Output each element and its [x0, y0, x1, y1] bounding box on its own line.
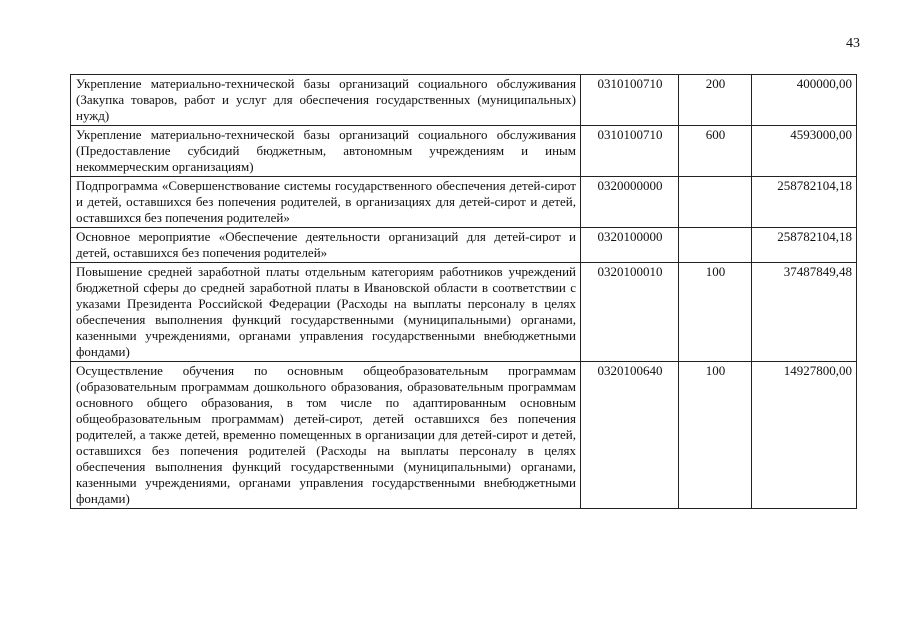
row-target-code: 0320000000 — [581, 177, 679, 228]
row-target-code: 0310100710 — [581, 126, 679, 177]
row-amount: 258782104,18 — [752, 177, 857, 228]
row-target-code: 0320100000 — [581, 228, 679, 263]
table-row — [71, 263, 857, 362]
row-target-code: 0320100640 — [581, 362, 679, 509]
row-description: Подпрограмма «Совершенствование системы государственного обеспечения детей-сирот и детей, оставшихся без попечения родителей, в организациях для детей-сирот и детей, оставшихся без попечения родителей» — [71, 177, 581, 228]
page-number: 43 — [846, 36, 860, 51]
row-target-code: 0310100710 — [581, 75, 679, 126]
row-description: Осуществление обучения по основным общеобразовательным программам (образовательным программам дошкольного образования, образовательным программам основного общего образования, в том числе по адаптированным основным общеобразовательным программам) детей-сирот, детей оставшихся без попечения родителей, а также детей, временно помещенных в организации для детей-сирот и детей, оставшихся без попечения родителей (Расходы на выплаты персоналу в целях обеспечения выполнения функций государственными (муниципальными) органами, казенными учреждениями, органами управления государственными внебюджетными фондами) — [71, 362, 581, 509]
row-amount: 14927800,00 — [752, 362, 857, 509]
row-amount: 4593000,00 — [752, 126, 857, 177]
table-row — [71, 126, 857, 177]
row-amount: 400000,00 — [752, 75, 857, 126]
row-amount: 37487849,48 — [752, 263, 857, 362]
row-amount: 258782104,18 — [752, 228, 857, 263]
row-expense-type — [679, 177, 752, 228]
row-description: Укрепление материально-технической базы организаций социального обслуживания (Закупка товаров, работ и услуг для обеспечения государственных (муниципальных) нужд) — [71, 75, 581, 126]
row-expense-type: 100 — [679, 263, 752, 362]
row-expense-type: 600 — [679, 126, 752, 177]
table-row — [71, 177, 857, 228]
row-target-code: 0320100010 — [581, 263, 679, 362]
table-row — [71, 228, 857, 263]
row-expense-type: 200 — [679, 75, 752, 126]
row-description: Повышение средней заработной платы отдельным категориям работников учреждений бюджетной сферы до средней заработной платы в Ивановской области в соответствии с указами Президента Российской Федерации (Расходы на выплаты персоналу в целях обеспечения выполнения функций государственными (муниципальными) органами, казенными учреждениями, органами управления государственными внебюджетными фондами) — [71, 263, 581, 362]
table-row — [71, 362, 857, 509]
row-description: Укрепление материально-технической базы организаций социального обслуживания (Предоставление субсидий бюджетным, автономным учреждениям и иным некоммерческим организациям) — [71, 126, 581, 177]
row-description: Основное мероприятие «Обеспечение деятельности организаций для детей-сирот и детей, оставшихся без попечения родителей» — [71, 228, 581, 263]
row-expense-type: 100 — [679, 362, 752, 509]
table-row — [71, 75, 857, 126]
budget-table — [70, 74, 857, 509]
row-expense-type — [679, 228, 752, 263]
